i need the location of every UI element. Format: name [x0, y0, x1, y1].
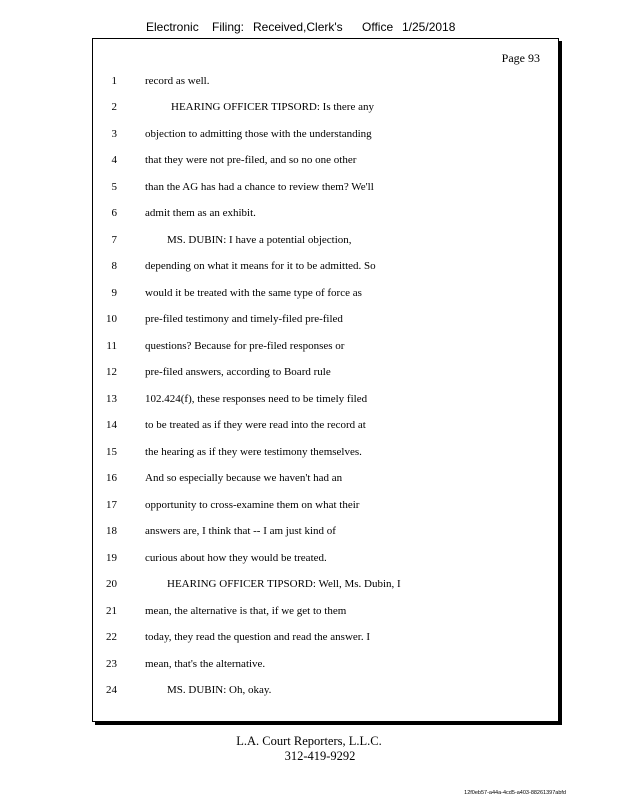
stamp-received: Received,Clerk's — [253, 20, 343, 34]
transcript-line — [93, 313, 558, 331]
line-number: 2 — [111, 101, 117, 113]
line-text: mean, the alternative is that, if we get to them — [145, 605, 347, 617]
transcript-line — [93, 128, 558, 146]
transcript-line — [93, 525, 558, 543]
line-number: 7 — [111, 234, 117, 246]
transcript-line — [93, 154, 558, 172]
line-number: 8 — [111, 260, 117, 272]
line-text: questions? Because for pre-filed responses or — [145, 340, 345, 352]
line-text: today, they read the question and read the answer. I — [145, 631, 371, 643]
line-text: 102.424(f), these responses need to be timely filed — [145, 393, 368, 405]
transcript-line — [93, 393, 558, 411]
line-text: pre-filed answers, according to Board rule — [145, 366, 331, 378]
line-number: 24 — [106, 684, 117, 696]
line-number: 22 — [106, 631, 117, 643]
line-text: HEARING OFFICER TIPSORD: Well, Ms. Dubin, I — [167, 578, 401, 590]
transcript-line — [93, 234, 558, 252]
transcript-line — [93, 658, 558, 676]
transcript-line — [93, 552, 558, 570]
line-number: 20 — [106, 578, 117, 590]
page-number: Page 93 — [501, 51, 540, 65]
transcript-line — [93, 631, 558, 649]
reporter-phone: 312-419-9292 — [284, 749, 356, 763]
line-text: MS. DUBIN: Oh, okay. — [167, 684, 272, 696]
line-text: admit them as an exhibit. — [145, 207, 256, 219]
transcript-line — [93, 181, 558, 199]
line-number: 17 — [106, 499, 117, 511]
line-number: 9 — [111, 287, 117, 299]
line-number: 3 — [111, 128, 117, 140]
transcript-line — [93, 499, 558, 517]
transcript-line — [93, 684, 558, 702]
line-number: 5 — [111, 181, 117, 193]
line-text: MS. DUBIN: I have a potential objection, — [167, 234, 352, 246]
transcript-line — [93, 446, 558, 464]
line-text: HEARING OFFICER TIPSORD: Is there any — [171, 101, 374, 113]
line-number: 21 — [106, 605, 117, 617]
transcript-line — [93, 419, 558, 437]
line-text: to be treated as if they were read into the record at — [145, 419, 366, 431]
line-number: 6 — [111, 207, 117, 219]
document-id: 12f0eb57-a44a-4cd5-a403-88261397abfd — [464, 790, 566, 796]
transcript-line — [93, 75, 558, 93]
page-footer — [0, 734, 618, 764]
stamp-filing: Filing: — [212, 20, 245, 34]
line-number: 13 — [106, 393, 117, 405]
transcript-line — [93, 366, 558, 384]
line-text: would it be treated with the same type of force as — [145, 287, 362, 299]
transcript-line — [93, 207, 558, 225]
line-text: that they were not pre-filed, and so no one other — [145, 154, 357, 166]
line-number: 16 — [106, 472, 117, 484]
line-text: opportunity to cross-examine them on what their — [145, 499, 360, 511]
transcript-line — [93, 578, 558, 596]
line-number: 18 — [106, 525, 117, 537]
transcript-page — [92, 38, 559, 722]
line-text: the hearing as if they were testimony themselves. — [145, 446, 362, 458]
stamp-electronic: Electronic — [146, 20, 199, 34]
line-number: 19 — [106, 552, 117, 564]
transcript-line — [93, 605, 558, 623]
transcript-line — [93, 101, 558, 119]
line-text: curious about how they would be treated. — [145, 552, 327, 564]
line-text: mean, that's the alternative. — [145, 658, 266, 670]
line-number: 1 — [111, 75, 117, 87]
line-number: 4 — [111, 154, 117, 166]
line-text: And so especially because we haven't had an — [145, 472, 343, 484]
line-number: 15 — [106, 446, 117, 458]
line-number: 12 — [106, 366, 117, 378]
transcript-line — [93, 287, 558, 305]
line-text: record as well. — [145, 75, 210, 87]
line-text: pre-filed testimony and timely-filed pre-filed — [145, 313, 343, 325]
line-number: 10 — [106, 313, 117, 325]
reporter-company: L.A. Court Reporters, L.L.C. — [236, 734, 382, 748]
line-number: 23 — [106, 658, 117, 670]
stamp-office: Office — [362, 20, 394, 34]
line-number: 11 — [106, 340, 117, 352]
transcript-line — [93, 260, 558, 278]
stamp-date: 1/25/2018 — [402, 20, 456, 34]
transcript-line — [93, 472, 558, 490]
transcript-line — [93, 340, 558, 358]
line-text: answers are, I think that -- I am just kind of — [145, 525, 336, 537]
line-text: than the AG has had a chance to review them? We'll — [145, 181, 374, 193]
line-text: objection to admitting those with the understanding — [145, 128, 372, 140]
line-number: 14 — [106, 419, 117, 431]
line-text: depending on what it means for it to be admitted. So — [145, 260, 376, 272]
